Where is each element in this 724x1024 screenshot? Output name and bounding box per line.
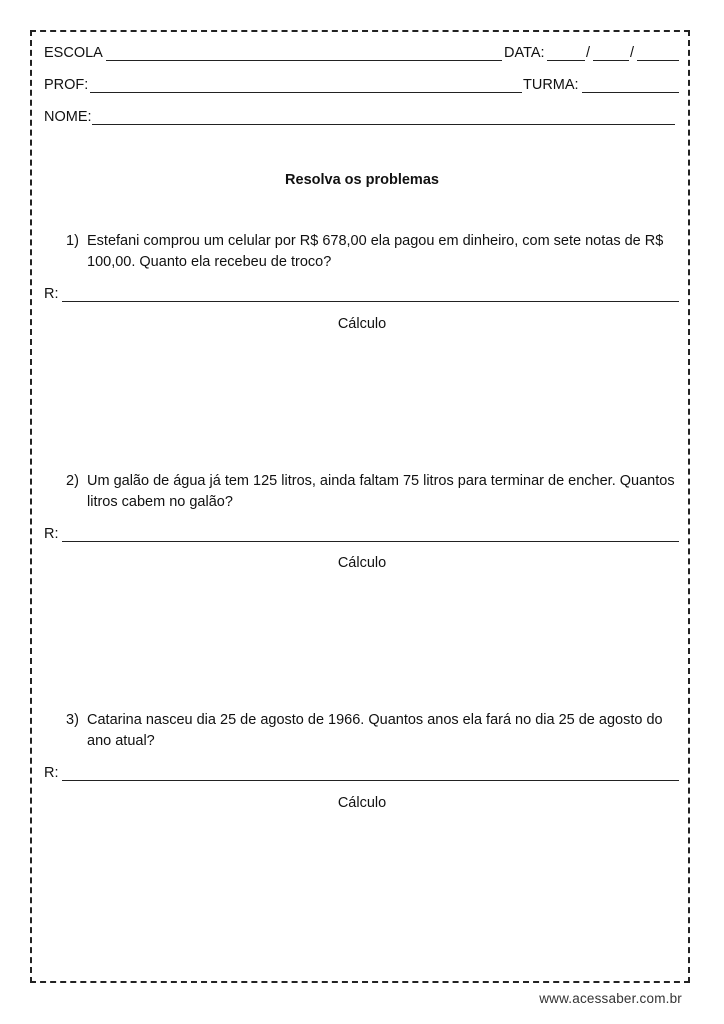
- question-text: Um galão de água já tem 125 litros, ainda faltam 75 litros para terminar de encher. Quantos litros cabem no galão?: [87, 473, 675, 510]
- school-field[interactable]: [106, 46, 502, 61]
- answer-label: R:: [44, 526, 59, 542]
- calculation-label: Cálculo: [337, 555, 387, 571]
- answer-field[interactable]: [62, 766, 679, 781]
- date-year-field[interactable]: [637, 46, 679, 61]
- teacher-field[interactable]: [90, 78, 522, 93]
- class-label: TURMA:: [523, 77, 579, 93]
- answer-field[interactable]: [62, 287, 679, 302]
- question-text: Estefani comprou um celular por R$ 678,00 ela pagou em dinheiro, com sete notas de R$ 100,00. Quanto ela recebeu de troco?: [87, 233, 664, 270]
- footer-website: www.acessaber.com.br: [539, 991, 682, 1006]
- question-number: 2): [66, 473, 79, 489]
- question-text: Catarina nasceu dia 25 de agosto de 1966. Quantos anos ela fará no dia 25 de agosto do ano atual?: [87, 712, 663, 749]
- name-label: NOME:: [44, 109, 92, 125]
- teacher-label: PROF:: [44, 77, 89, 93]
- answer-label: R:: [44, 765, 59, 781]
- calculation-label: Cálculo: [337, 795, 387, 811]
- question-number: 1): [66, 233, 79, 249]
- date-separator: /: [586, 45, 591, 61]
- answer-field[interactable]: [62, 527, 679, 542]
- calculation-label: Cálculo: [337, 316, 387, 332]
- date-day-field[interactable]: [547, 46, 585, 61]
- page-title: Resolva os problemas: [285, 172, 439, 188]
- class-field[interactable]: [582, 78, 679, 93]
- answer-label: R:: [44, 286, 59, 302]
- date-label: DATA:: [504, 45, 545, 61]
- question-number: 3): [66, 712, 79, 728]
- school-label: ESCOLA: [44, 45, 103, 61]
- name-field[interactable]: [92, 110, 675, 125]
- date-month-field[interactable]: [593, 46, 629, 61]
- date-separator: /: [630, 45, 635, 61]
